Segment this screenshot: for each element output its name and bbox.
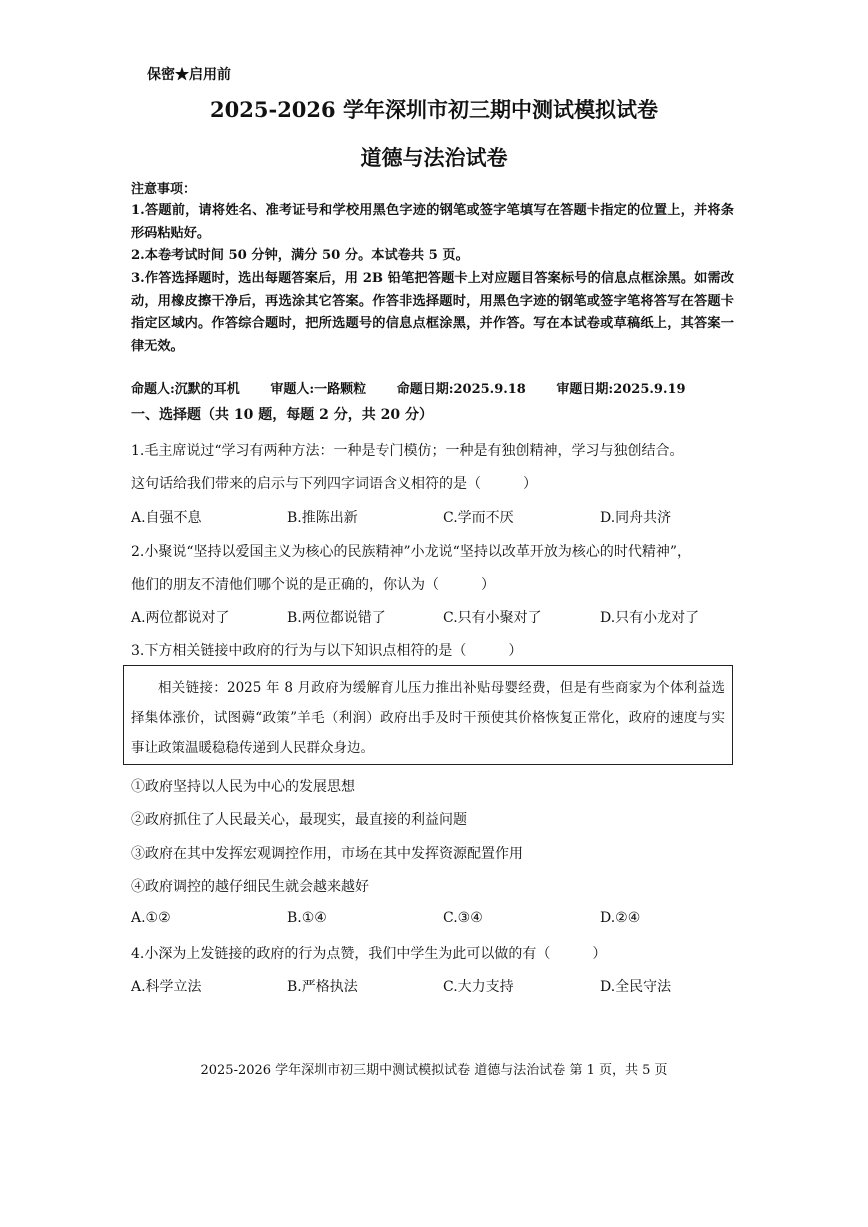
note-item-3: 3.作答选择题时，选出每题答案后，用 2B 铅笔把答题卡上对应题目答案标号的信息点框涂黑。如需改动，用橡皮擦干净后，再选涂其它答案。作答非选择题时，用黑色字迹的钢笔或签字笔将答写在答题卡指定区域内。作答综合题时，把所选题号的信息点框涂黑，并作答。写在本试卷或草稿纸上，其答案一律无效。 (131, 271, 734, 354)
note-item-1: 1.答题前，请将姓名、准考证号和学校用黑色字迹的钢笔或签字笔填写在答题卡指定的位置上，并将条形码粘贴好。 (131, 203, 734, 241)
q4-option-b: B.严格执法 (287, 979, 358, 995)
q3-option-c: C.③④ (443, 910, 483, 926)
q4-option-d: D.全民守法 (600, 979, 672, 995)
q3-line1: 3.下方相关链接中政府的行为与以下知识点相符的是（ ） (131, 643, 523, 659)
meta-date-review: 审题日期:2025.9.19 (556, 382, 686, 397)
q3-option-d: D.②④ (600, 910, 641, 926)
related-link-text: 相关链接：2025 年 8 月政府为缓解育儿压力推出补贴母婴经费，但是有些商家为个体利益选择集体涨价，试图薅“政策”羊毛（利润）政府出手及时干预使其价格恢复正常化，政府的速度与实事让政策温暖稳稳传递到人民群众身边。 (131, 680, 725, 756)
meta-reviewer: 审题人:一路颗粒 (270, 382, 367, 397)
q2-option-d: D.只有小龙对了 (600, 610, 700, 626)
exam-meta (131, 378, 686, 397)
q1-line2: 这句话给我们带来的启示与下列四字词语含义相符的是（ ） (131, 476, 537, 492)
q2-option-b: B.两位都说错了 (287, 610, 386, 626)
q1-option-c: C.学而不厌 (443, 510, 514, 526)
q4-line1: 4.小深为上发链接的政府的行为点赞，我们中学生为此可以做的有（ ） (131, 946, 607, 962)
q3-statement-1: ①政府坚持以人民为中心的发展思想 (131, 779, 355, 795)
q3-statement-2: ②政府抓住了人民最关心，最现实，最直接的利益问题 (131, 812, 467, 828)
meta-author: 命题人:沉默的耳机 (131, 382, 240, 397)
secret-mark: 保密★启用前 (147, 67, 231, 83)
page-footer: 2025-2026 学年深圳市初三期中测试模拟试卷 道德与法治试卷 第 1 页，共 5 页 (200, 1063, 668, 1078)
q2-line1: 2.小聚说“坚持以爱国主义为核心的民族精神”小龙说“坚持以改革开放为核心的时代精神”， (131, 544, 691, 560)
q2-option-a: A.两位都说对了 (131, 610, 230, 626)
q3-option-a: A.①② (131, 910, 171, 926)
subject-title: 道德与法治试卷 (360, 145, 508, 170)
section-title: 一、选择题（共 10 题，每题 2 分，共 20 分） (131, 407, 433, 423)
q3-option-b: B.①④ (287, 910, 327, 926)
q1-option-b: B.推陈出新 (287, 510, 358, 526)
q1-line1: 1.毛主席说过“学习有两种方法：一种是专门模仿；一种是有独创精神，学习与独创结合。 (131, 443, 684, 459)
q2-option-c: C.只有小聚对了 (443, 610, 542, 626)
q1-option-d: D.同舟共济 (600, 510, 672, 526)
exam-title: 2025-2026 学年深圳市初三期中测试模拟试卷 (210, 97, 658, 122)
q2-line2: 他们的朋友不清他们哪个说的是正确的，你认为（ ） (131, 577, 495, 593)
note-item-2: 2.本卷考试时间 50 分钟，满分 50 分。本试卷共 5 页。 (131, 248, 469, 263)
meta-date-set: 命题日期:2025.9.18 (396, 382, 526, 397)
q3-statement-4: ④政府调控的越仔细民生就会越来越好 (131, 879, 369, 895)
notes-heading: 注意事项： (131, 182, 197, 197)
q3-statement-3: ③政府在其中发挥宏观调控作用，市场在其中发挥资源配置作用 (131, 846, 523, 862)
q1-option-a: A.自强不息 (131, 510, 202, 526)
q4-option-a: A.科学立法 (131, 979, 202, 995)
q4-option-c: C.大力支持 (443, 979, 514, 995)
